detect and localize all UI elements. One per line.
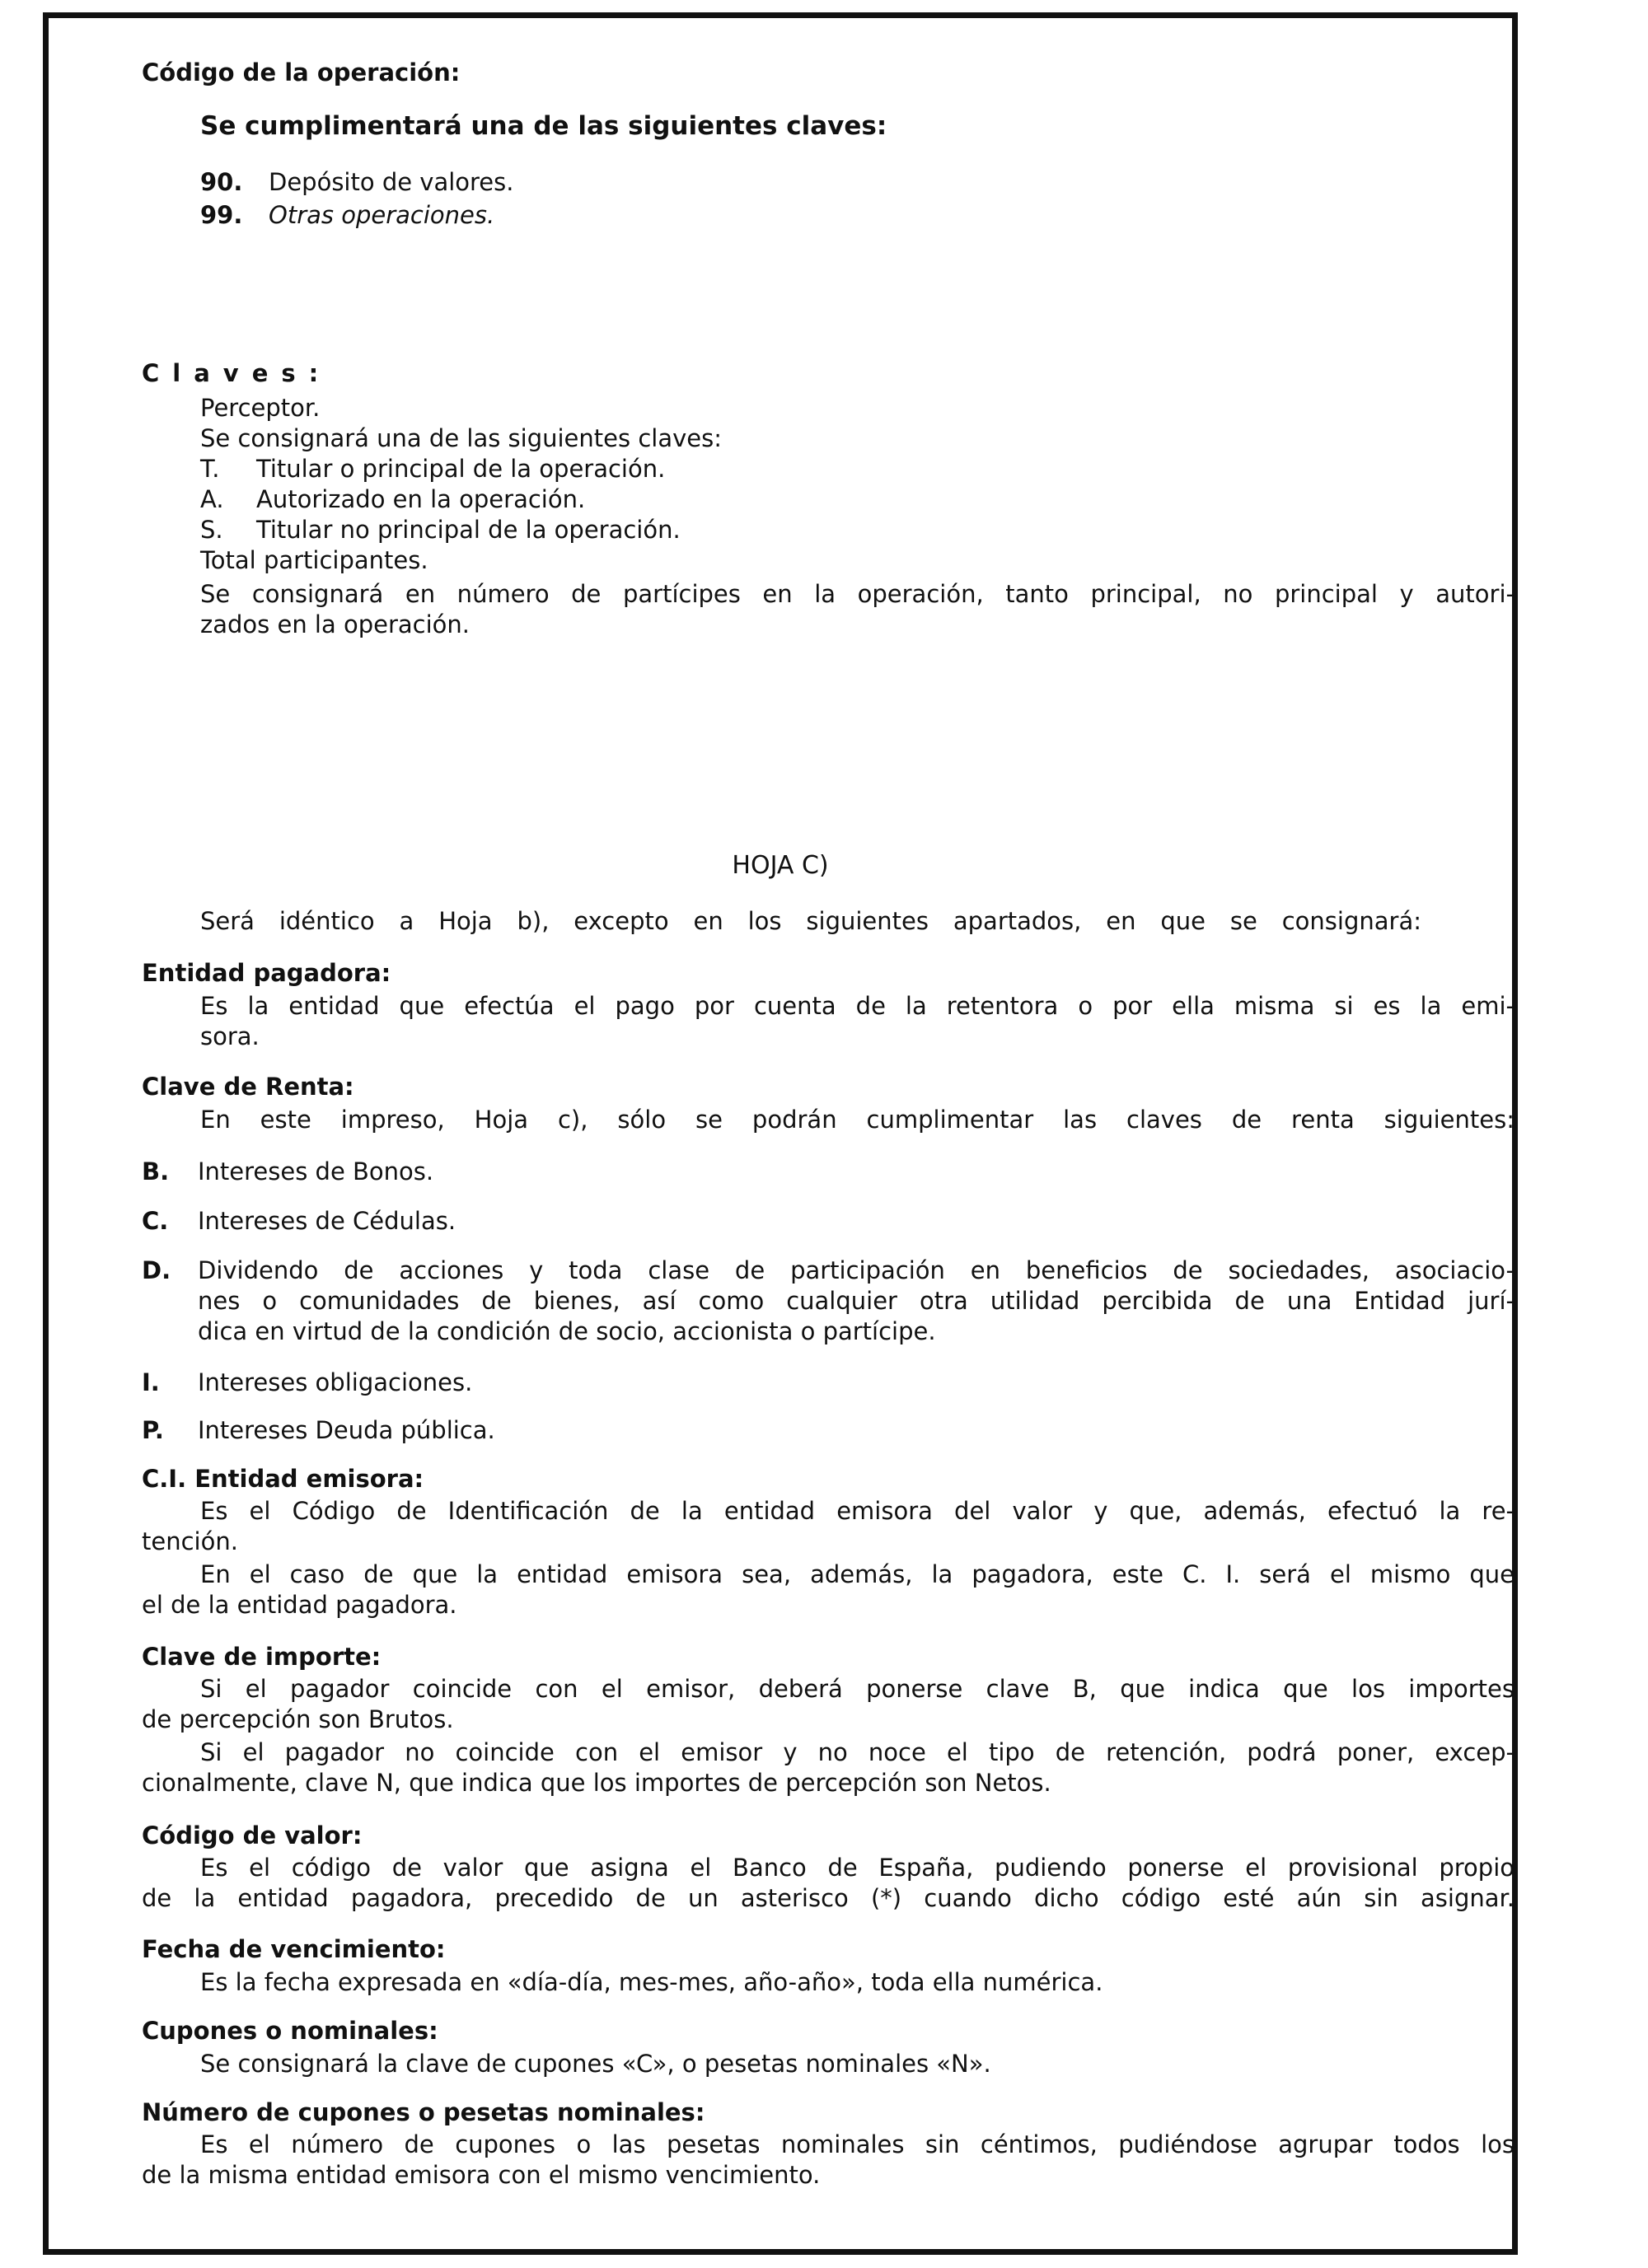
clave-renta-intro: En este impreso, Hoja c), sólo se podrán cumplimentar las claves de renta siguientes: bbox=[200, 1106, 1515, 1134]
renta-code: C. bbox=[142, 1207, 169, 1235]
operation-code: 90. bbox=[200, 168, 243, 196]
codigo-operacion-heading: Código de la operación: bbox=[142, 58, 461, 87]
claves-heading: Claves: bbox=[142, 359, 332, 387]
clave-item bbox=[200, 515, 681, 545]
renta-text: Intereses de Cédulas. bbox=[198, 1207, 456, 1235]
hoja-c-intro: Será idéntico a Hoja b), excepto en los siguientes apartados, en que se consignará: bbox=[200, 907, 1421, 935]
clave-item bbox=[200, 484, 585, 515]
clave-code: T. bbox=[200, 455, 220, 483]
cupones-nominales-heading: Cupones o nominales: bbox=[142, 2017, 438, 2045]
clave-item bbox=[200, 454, 665, 484]
ci-entidad-emisora-text-cont: tención. bbox=[142, 1527, 238, 1555]
numero-cupones-text: Es el número de cupones o las pesetas nominales sin céntimos, pudiéndose agrupar todos los bbox=[200, 2130, 1515, 2158]
numero-cupones-text-cont: de la misma entidad emisora con el mismo vencimiento. bbox=[142, 2161, 821, 2189]
renta-text-cont: dica en virtud de la condición de socio, accionista o partícipe. bbox=[198, 1317, 936, 1345]
clave-importe-text-cont: de percepción son Brutos. bbox=[142, 1705, 454, 1733]
ci-entidad-emisora-text: Es el Código de Identificación de la entidad emisora del valor y que, además, efectuó la re- bbox=[200, 1497, 1515, 1525]
renta-code: D. bbox=[142, 1256, 171, 1284]
ci-entidad-emisora-text-2-cont: el de la entidad pagadora. bbox=[142, 1591, 457, 1619]
total-participantes-text-cont: zados en la operación. bbox=[200, 610, 470, 638]
renta-code: B. bbox=[142, 1157, 170, 1185]
renta-text: Intereses Deuda pública. bbox=[198, 1416, 495, 1444]
clave-code: A. bbox=[200, 485, 224, 513]
renta-item bbox=[142, 1368, 472, 1398]
renta-text-cont: nes o comunidades de bienes, así como cualquier otra utilidad percibida de una Entidad jurí- bbox=[198, 1287, 1515, 1315]
hoja-c-title: HOJA C) bbox=[732, 851, 829, 880]
clave-importe-text: Si el pagador coincide con el emisor, deberá ponerse clave B, que indica que los importes bbox=[200, 1675, 1515, 1703]
operation-code-text: Depósito de valores. bbox=[269, 168, 514, 196]
operation-code-item bbox=[200, 167, 513, 198]
fecha-vencimiento-text: Es la fecha expresada en «día-día, mes-mes, año-año», toda ella numérica. bbox=[200, 1968, 1103, 1996]
ci-entidad-emisora-text-2: En el caso de que la entidad emisora sea, además, la pagadora, este C. I. será el mismo que bbox=[200, 1560, 1515, 1588]
numero-cupones-heading: Número de cupones o pesetas nominales: bbox=[142, 2098, 705, 2126]
codigo-operacion-intro: Se cumplimentará una de las siguientes claves: bbox=[200, 111, 887, 141]
fecha-vencimiento-heading: Fecha de vencimiento: bbox=[142, 1935, 446, 1963]
renta-item bbox=[142, 1256, 198, 1286]
operation-code-item bbox=[200, 200, 494, 231]
renta-text: Dividendo de acciones y toda clase de participación en beneficios de sociedades, asociacio- bbox=[198, 1256, 1515, 1284]
total-participantes-label: Total participantes. bbox=[200, 546, 428, 574]
operation-code-text: Otras operaciones. bbox=[269, 201, 495, 229]
clave-text: Titular no principal de la operación. bbox=[256, 516, 681, 544]
renta-code: P. bbox=[142, 1416, 164, 1444]
clave-importe-text-2-cont: cionalmente, clave N, que indica que los importes de percepción son Netos. bbox=[142, 1769, 1051, 1797]
clave-importe-heading: Clave de importe: bbox=[142, 1643, 382, 1671]
claves-intro: Se consignará una de las siguientes claves: bbox=[200, 424, 722, 452]
renta-text: Intereses obligaciones. bbox=[198, 1368, 473, 1396]
renta-item bbox=[142, 1415, 495, 1446]
ci-entidad-emisora-heading: C.I. Entidad emisora: bbox=[142, 1465, 424, 1493]
clave-renta-heading: Clave de Renta: bbox=[142, 1073, 354, 1101]
perceptor-label: Perceptor. bbox=[200, 394, 321, 422]
renta-code: I. bbox=[142, 1368, 160, 1396]
renta-item bbox=[142, 1157, 433, 1187]
codigo-valor-text-cont: de la entidad pagadora, precedido de un asterisco (*) cuando dicho código esté aún sin asignar. bbox=[142, 1884, 1515, 1912]
codigo-valor-heading: Código de valor: bbox=[142, 1821, 363, 1849]
clave-text: Autorizado en la operación. bbox=[256, 485, 586, 513]
cupones-nominales-text: Se consignará la clave de cupones «C», o pesetas nominales «N». bbox=[200, 2050, 991, 2078]
clave-importe-text-2: Si el pagador no coincide con el emisor y no noce el tipo de retención, podrá poner, excep- bbox=[200, 1738, 1515, 1766]
total-participantes-text: Se consignará en número de partícipes en la operación, tanto principal, no principal y autori- bbox=[200, 580, 1515, 608]
clave-code: S. bbox=[200, 516, 223, 544]
codigo-valor-text: Es el código de valor que asigna el Banco de España, pudiendo ponerse el provisional propio bbox=[200, 1854, 1515, 1882]
renta-item bbox=[142, 1206, 456, 1237]
entidad-pagadora-text-cont: sora. bbox=[200, 1022, 260, 1050]
renta-text: Intereses de Bonos. bbox=[198, 1157, 434, 1185]
operation-code: 99. bbox=[200, 201, 243, 229]
entidad-pagadora-heading: Entidad pagadora: bbox=[142, 959, 391, 987]
entidad-pagadora-text: Es la entidad que efectúa el pago por cuenta de la retentora o por ella misma si es la emi- bbox=[200, 992, 1515, 1020]
clave-text: Titular o principal de la operación. bbox=[256, 455, 666, 483]
